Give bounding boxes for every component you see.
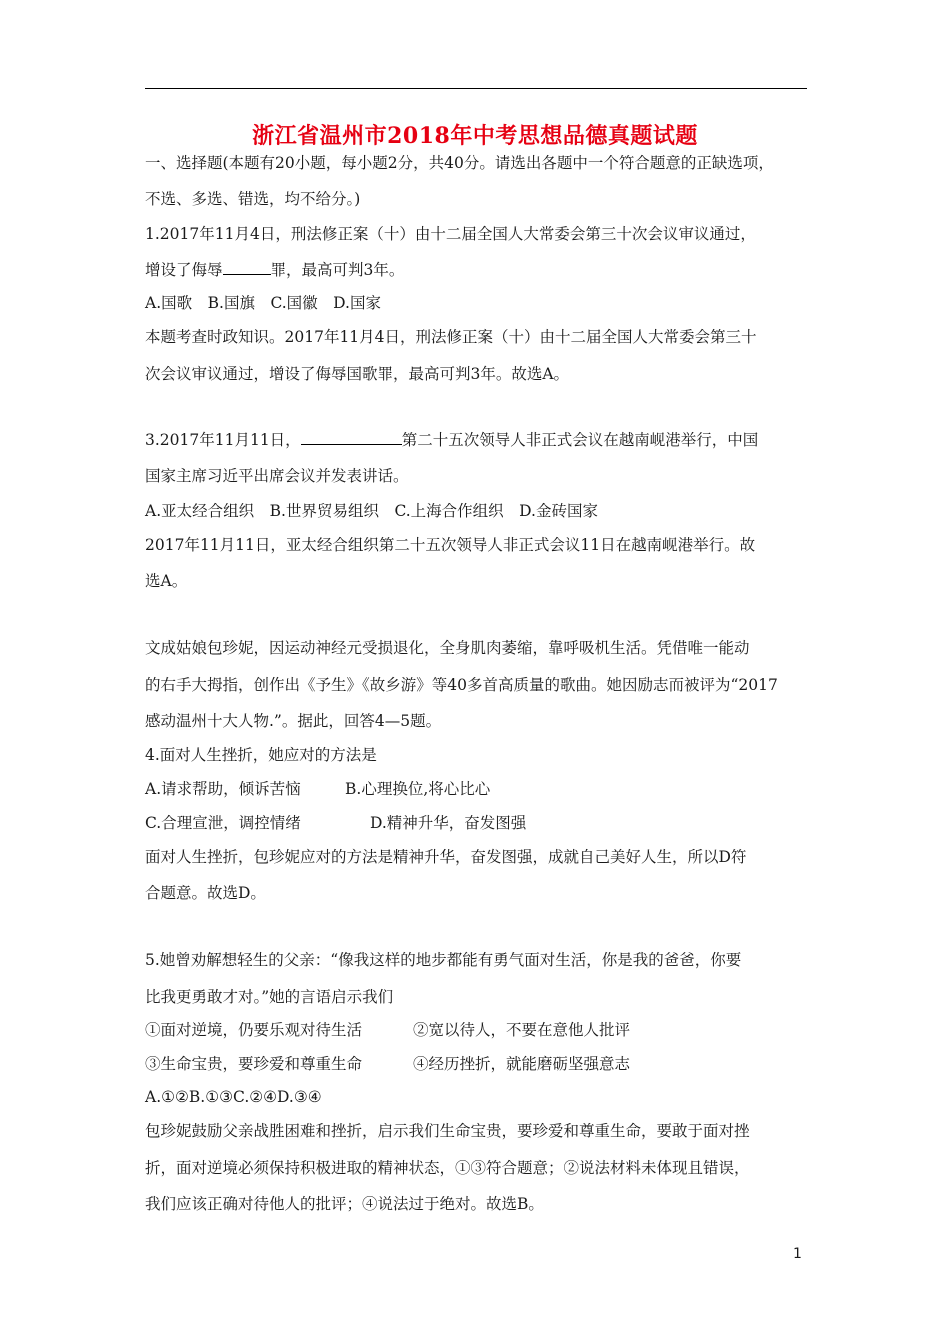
page-number: 1: [793, 1246, 802, 1262]
q5-explanation-line-2: 折，面对逆境必须保持积极进取的精神状态，①③符合题意；②说法材料未体现且错误，: [145, 1159, 750, 1177]
q4-explanation-line-2: 合题意。故选D。: [145, 884, 266, 902]
q5-statement-1: ①面对逆境，仍要乐观对待生活: [145, 1021, 363, 1039]
q5-statement-4: ④经历挫折，就能磨砺坚强意志: [413, 1055, 631, 1073]
q5-stem-line-1: 5.她曾劝解想轻生的父亲：“像我这样的地步都能有勇气面对生活，你是我的爸爸，你要: [145, 951, 742, 969]
q4-stem: 4.面对人生挫折，她应对的方法是: [145, 746, 377, 764]
passage-line-3: 感动温州十大人物.”。据此，回答4—5题。: [145, 712, 442, 730]
q3-explanation-line-1: 2017年11月11日，亚太经合组织第二十五次领导人非正式会议11日在越南岘港举行。故: [145, 536, 756, 554]
q4-option-a: A.请求帮助，倾诉苦恼: [145, 780, 301, 798]
document-title: 浙江省温州市2018年中考思想品德真题试题: [252, 123, 698, 149]
q4-option-b: B.心理换位,将心比心: [345, 780, 491, 798]
q1-explanation-line-2: 次会议审议通过，增设了侮辱国歌罪，最高可判3年。故选A。: [145, 365, 570, 383]
q5-options: A.①②B.①③C.②④D.③④: [145, 1088, 322, 1106]
q3-stem-line-1: [145, 430, 758, 450]
section-instruction-line-1: 一、选择题(本题有20小题，每小题2分，共40分。请选出各题中一个符合题意的正缺选项，: [145, 154, 774, 172]
q1-answer-blank: [223, 260, 271, 275]
q1-explanation-line-1: 本题考查时政知识。2017年11月4日，刑法修正案（十）由十二届全国人大常委会第三十: [145, 328, 757, 346]
q1-stem-after-blank: 罪，最高可判3年。: [270, 261, 405, 279]
q3-explanation-line-2: 选A。: [145, 572, 188, 590]
q3-stem-line-2: 国家主席习近平出席会议并发表讲话。: [145, 467, 409, 485]
q1-stem-before-blank: 增设了侮辱: [145, 261, 223, 279]
q5-stem-line-2: 比我更勇敢才对。”她的言语启示我们: [145, 988, 394, 1006]
section-instruction-line-2: 不选、多选、错选，均不给分。): [145, 190, 361, 208]
passage-line-2: 的右手大拇指，创作出《予生》《故乡游》等40多首高质量的歌曲。她因励志而被评为“2017: [145, 676, 778, 694]
q3-options: A.亚太经合组织 B.世界贸易组织 C.上海合作组织 D.金砖国家: [145, 502, 598, 520]
q5-statement-2: ②宽以待人，不要在意他人批评: [413, 1021, 631, 1039]
q3-stem-before-blank: 3.2017年11月11日，: [145, 431, 301, 449]
q4-option-c: C.合理宣泄，调控情绪: [145, 814, 301, 832]
q3-answer-blank: [301, 430, 402, 445]
q5-statement-3: ③生命宝贵，要珍爱和尊重生命: [145, 1055, 363, 1073]
q5-explanation-line-3: 我们应该正确对待他人的批评；④说法过于绝对。故选B。: [145, 1195, 544, 1213]
passage-line-1: 文成姑娘包珍妮，因运动神经元受损退化，全身肌肉萎缩，靠呼吸机生活。凭借唯一能动: [145, 639, 750, 657]
q1-options: A.国歌 B.国旗 C.国徽 D.国家: [145, 294, 381, 312]
header-rule: [145, 88, 807, 89]
q4-explanation-line-1: 面对人生挫折，包珍妮应对的方法是精神升华，奋发图强，成就自己美好人生，所以D符: [145, 848, 747, 866]
q3-stem-after-blank: 第二十五次领导人非正式会议在越南岘港举行，中国: [401, 431, 759, 449]
q1-stem-line-2: [145, 260, 404, 280]
q5-explanation-line-1: 包珍妮鼓励父亲战胜困难和挫折，启示我们生命宝贵，要珍爱和尊重生命，要敢于面对挫: [145, 1122, 750, 1140]
q1-stem-line-1: 1.2017年11月4日，刑法修正案（十）由十二届全国人大常委会第三十次会议审议通过，: [145, 225, 756, 243]
q4-option-d: D.精神升华，奋发图强: [370, 814, 527, 832]
